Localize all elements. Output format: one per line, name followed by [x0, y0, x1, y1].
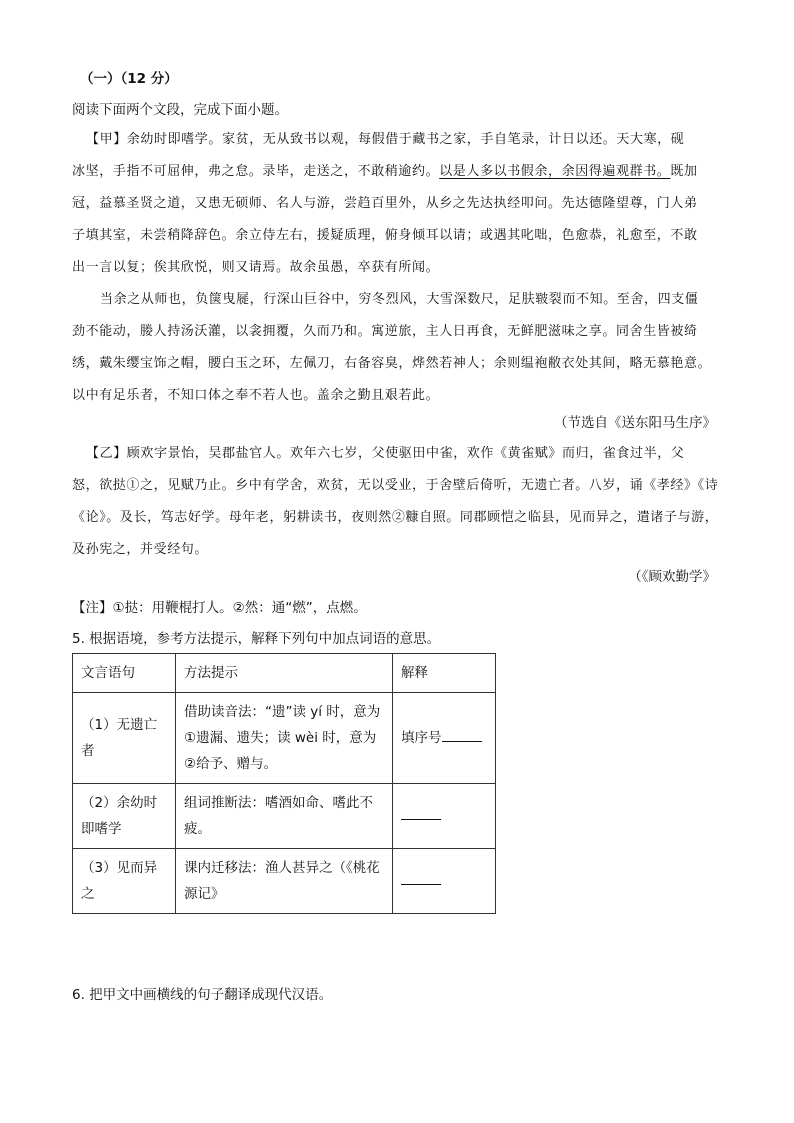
row-sentence: （2）余幼时即嗜学	[73, 784, 176, 849]
row-answer	[393, 693, 496, 784]
row-sentence: （3）见而异之	[73, 849, 176, 914]
table-header-row	[73, 654, 496, 693]
q5-table	[72, 653, 496, 914]
table-row	[73, 784, 496, 849]
header-sentence: 文言语句	[73, 654, 176, 693]
answer-blank[interactable]	[401, 805, 441, 820]
jia-source: （节选自《送东阳马生序》	[554, 415, 716, 431]
q6-prompt: 6. 把甲文中画横线的句子翻译成现代汉语。	[72, 987, 333, 1003]
yi-line-3: 《论》。及长，笃志好学。母年老，躬耕读书，夜则然②糠自照。同郡顾恺之临县，见而异之，遣诸子与游，	[72, 510, 719, 525]
row-sentence: （1）无遗亡者	[73, 693, 176, 784]
jia-line-4: 子填其室，未尝稍降辞色。余立侍左右，援疑质理，俯身倾耳以请；或遇其叱咄，色愈恭，礼愈至，不敢	[72, 228, 698, 243]
row-answer	[393, 849, 496, 914]
jia-line-5: 出一言以复；俟其欣悦，则又请焉。故余虽愚，卒获有所闻。	[72, 260, 440, 275]
yi-source: （《顾欢勤学》	[628, 569, 716, 585]
answer-blank[interactable]	[401, 870, 441, 885]
yi-line-1: 【乙】顾欢字景怡，吴郡盐官人。欢年六七岁，父使驱田中雀，欢作《黄雀赋》而归，雀食过半，父	[86, 446, 685, 461]
row-answer	[393, 784, 496, 849]
q5-prompt: 5. 根据语境，参考方法提示，解释下列句中加点词语的意思。	[72, 631, 441, 647]
jia-line-2-b: 既加	[670, 164, 698, 179]
jia-line-6: 当余之从师也，负箧曳屣，行深山巨谷中，穷冬烈风，大雪深数尺，足肤皲裂而不知。至舍，四支僵	[100, 292, 699, 307]
answer-label: 填序号	[401, 730, 442, 746]
jia-line-1: 【甲】余幼时即嗜学。家贫，无从致书以观，每假借于藏书之家，手自笔录，计日以还。天大寒，砚	[86, 132, 685, 147]
row-hint: 课内迁移法：渔人甚异之（《桃花源记》	[176, 849, 393, 914]
jia-line-9: 以中有足乐者，不知口体之奉不若人也。盖余之勤且艰若此。	[72, 388, 440, 403]
underlined-sentence: 以是人多以书假余，余因得遍观群书。	[439, 164, 671, 179]
row-hint: 组词推断法：嗜酒如命、嗜此不疲。	[176, 784, 393, 849]
yi-line-2: 怒，欲挞①之，见赋乃止。乡中有学舍，欢贫，无以受业，于舍壁后倚听，无遗亡者。八岁，诵《孝经》《诗	[72, 478, 719, 493]
table-row	[73, 693, 496, 784]
section-instruction: 阅读下面两个文段，完成下面小题。	[72, 102, 288, 118]
jia-line-7: 劲不能动，媵人持汤沃灌，以衾拥覆，久而乃和。寓逆旅，主人日再食，无鲜肥滋味之享。同舍生皆被绮	[72, 324, 698, 339]
yi-line-4: 及孙宪之，并受经句。	[72, 542, 209, 557]
table-row	[73, 849, 496, 914]
jia-line-2	[72, 163, 698, 181]
annotation-note: 【注】①挞：用鞭棍打人。②然：通“燃”，点燃。	[72, 600, 367, 616]
jia-line-2-a: 冰坚，手指不可屈伸，弗之怠。录毕，走送之，不敢稍逾约。	[72, 164, 440, 179]
jia-line-3: 冠，益慕圣贤之道，又患无硕师、名人与游，尝趋百里外，从乡之先达执经叩问。先达德隆望尊，门人弟	[72, 196, 698, 211]
jia-line-8: 绣，戴朱缨宝饰之帽，腰白玉之环，左佩刀，右备容臭，烨然若神人；余则缊袍敝衣处其间，略无慕艳意。	[72, 356, 712, 371]
header-hint: 方法提示	[176, 654, 393, 693]
section-heading: （一）（12 分）	[80, 71, 178, 87]
answer-blank[interactable]	[442, 727, 482, 742]
row-hint: 借助读音法：“遗”读 yí 时，意为①遗漏、遗失；读 wèi 时，意为②给予、赠与。	[176, 693, 393, 784]
header-answer: 解释	[393, 654, 496, 693]
